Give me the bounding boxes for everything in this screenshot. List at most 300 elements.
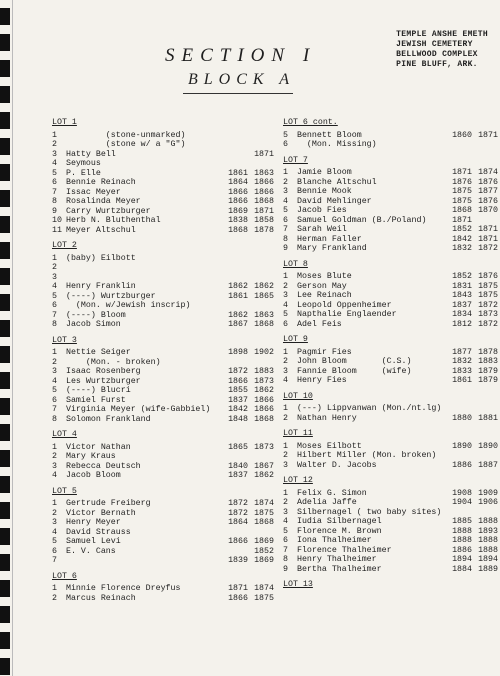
entry-name: (stone-unmarked) (61, 130, 186, 140)
entry-number: 4 (283, 196, 288, 206)
death-year: 1879 (478, 376, 498, 385)
entry-number: 4 (283, 300, 288, 310)
birth-year (446, 451, 472, 461)
birth-year: 1864 (228, 178, 248, 187)
death-year: 1888 (478, 536, 498, 545)
death-year: 1874 (254, 584, 274, 593)
lot-group (283, 580, 498, 590)
binding-ring (0, 632, 10, 649)
lot-group (52, 487, 274, 566)
binding-ring (0, 242, 10, 259)
entry-name: Marcus Reinach (61, 593, 136, 603)
burial-entry (283, 216, 498, 226)
page-edge (12, 0, 13, 676)
entry-number: 6 (52, 178, 57, 187)
death-year: 1871 (254, 206, 274, 216)
birth-year: 1898 (228, 348, 248, 357)
lot-title: LOT 12 (283, 476, 313, 485)
birth-year: 1869 (228, 206, 248, 216)
lot-group (52, 430, 274, 481)
burial-entry (52, 188, 274, 198)
entry-name: P. Elle (61, 168, 101, 178)
birth-year: 1855 (228, 386, 248, 395)
death-year: 1877 (478, 187, 498, 196)
entry-number: 5 (283, 130, 288, 140)
burial-entry (283, 178, 498, 188)
burial-entry (283, 206, 498, 216)
entry-number: 5 (283, 310, 288, 319)
death-year: 1888 (478, 545, 498, 555)
birth-year: 1842 (228, 405, 248, 414)
death-year: 1906 (478, 498, 498, 507)
burial-entry (52, 367, 274, 377)
left-column (52, 118, 274, 609)
entry-number: 4 (283, 376, 288, 385)
entry-name: Felix G. Simon (292, 488, 367, 498)
entry-number: 1 (52, 130, 57, 140)
birth-year: 1880 (452, 413, 472, 423)
burial-entry (52, 415, 274, 425)
entry-name (61, 263, 222, 273)
birth-year: 1872 (228, 499, 248, 508)
burial-entry (283, 517, 498, 527)
lot-title: LOT 6 cont. (283, 118, 338, 127)
entry-number: 1 (283, 272, 288, 281)
birth-year: 1875 (452, 196, 472, 206)
entry-number: 4 (52, 527, 57, 537)
title-underline (183, 93, 293, 94)
death-year: 1909 (478, 488, 498, 498)
birth-year: 1865 (228, 442, 248, 452)
entry-name: Issac Meyer (61, 187, 121, 197)
binding-ring (0, 320, 10, 337)
death-year: 1875 (254, 593, 274, 603)
birth-year: 1888 (452, 536, 472, 545)
birth-year: 1871 (452, 168, 472, 177)
death-year: 1894 (478, 555, 498, 564)
birth-year: 1861 (228, 168, 248, 178)
entry-name: Rebecca Deutsch (61, 461, 141, 471)
binding-ring (0, 60, 10, 77)
birth-year: 1862 (228, 282, 248, 291)
death-year (472, 140, 498, 150)
binding-ring (0, 112, 10, 129)
header-line-4: PINE BLUFF, ARK. (396, 60, 478, 69)
birth-year (446, 404, 472, 414)
death-year: 1883 (254, 367, 274, 376)
lot-group (52, 572, 274, 604)
burial-entry (283, 282, 498, 292)
lot-title: LOT 5 (52, 486, 77, 496)
burial-entry (283, 272, 498, 282)
burial-entry (52, 556, 274, 566)
entry-name: David Strauss (61, 527, 131, 537)
entry-name: Nettie Seiger (61, 348, 131, 357)
burial-entry (283, 489, 498, 499)
death-year: 1866 (254, 405, 274, 414)
burial-entry (52, 301, 274, 311)
birth-year: 1812 (452, 319, 472, 329)
birth-year (222, 150, 248, 160)
entry-name: Gerson May (292, 281, 347, 291)
binding-ring (0, 450, 10, 467)
entry-name: Seymous (61, 159, 101, 168)
death-year: 1876 (478, 196, 498, 206)
lot-title: LOT 3 (52, 335, 77, 345)
entry-number: 5 (52, 291, 57, 301)
entry-number: 7 (52, 405, 57, 414)
birth-year: 1872 (228, 367, 248, 376)
entry-number: 9 (283, 564, 288, 574)
death-year: 1893 (478, 526, 498, 536)
death-year: 1866 (254, 395, 274, 405)
binding-ring (0, 398, 10, 415)
death-year: 1862 (254, 282, 274, 291)
death-year: 1858 (254, 216, 274, 225)
birth-year (222, 159, 248, 169)
lot-title: LOT 7 (283, 155, 308, 165)
birth-year: 1852 (452, 272, 472, 281)
entry-name: Nathan Henry (292, 413, 357, 423)
burial-entry (283, 244, 498, 254)
death-year: 1872 (478, 300, 498, 310)
burial-entry (52, 150, 274, 160)
death-year: 1868 (254, 414, 274, 424)
binding-ring (0, 476, 10, 493)
header-line-2: JEWISH CEMETERY (396, 40, 473, 49)
birth-year: 1831 (452, 281, 472, 291)
entry-name: Blanche Altschul (292, 177, 377, 187)
entry-name: Herman Faller (292, 234, 362, 244)
entry-number: 6 (52, 301, 57, 310)
entry-name: Napthalie Englaender (292, 310, 397, 319)
birth-year: 1894 (452, 555, 472, 564)
lot-title: LOT 11 (283, 429, 313, 438)
binding-ring (0, 606, 10, 623)
entry-number: 11 (52, 225, 62, 235)
entry-number: 7 (52, 556, 57, 565)
entry-number: 2 (52, 452, 57, 461)
lot-title: LOT 1 (52, 118, 77, 127)
entry-number: 8 (283, 555, 288, 564)
entry-name: Jacob Fies (292, 206, 347, 215)
entry-number: 1 (283, 347, 288, 357)
death-year (472, 508, 498, 518)
birth-year (222, 528, 248, 538)
binding-ring (0, 372, 10, 389)
birth-year: 1861 (452, 376, 472, 385)
entry-number: 6 (283, 215, 288, 225)
entry-number: 3 (283, 291, 288, 300)
death-year: 1866 (254, 187, 274, 197)
binding-ring (0, 8, 10, 25)
entry-name: Bennie Mook (292, 187, 352, 196)
birth-year: 1885 (452, 517, 472, 526)
birth-year: 1875 (452, 187, 472, 196)
entry-number: 2 (283, 451, 288, 460)
burial-entry (283, 320, 498, 330)
death-year (248, 358, 274, 368)
burial-entry (283, 508, 498, 518)
burial-entry (52, 462, 274, 472)
entry-name: Henry Franklin (61, 282, 136, 291)
entry-number: 5 (52, 537, 57, 546)
entry-name: Rosalinda Meyer (61, 197, 141, 206)
death-year: 1863 (254, 168, 274, 178)
death-year: 1865 (254, 291, 274, 301)
death-year (248, 140, 274, 150)
burial-entry (52, 282, 274, 292)
burial-entry (283, 235, 498, 245)
burial-entry (52, 263, 274, 273)
burial-entry (283, 565, 498, 575)
death-year: 1879 (478, 366, 498, 376)
burial-entry (283, 140, 498, 150)
entry-number: 8 (52, 197, 57, 206)
burial-entry (52, 396, 274, 406)
entry-name: Carry Wurtzburger (61, 206, 151, 216)
death-year: 1888 (478, 517, 498, 526)
birth-year: 1884 (452, 564, 472, 574)
death-year: 1883 (478, 357, 498, 366)
entry-number: 2 (283, 498, 288, 507)
death-year: 1875 (478, 291, 498, 300)
burial-entry (283, 555, 498, 565)
entry-number: 8 (283, 234, 288, 244)
binding-ring (0, 580, 10, 597)
entry-number: 1 (52, 584, 57, 593)
birth-year (222, 452, 248, 462)
death-year: 1869 (254, 556, 274, 565)
death-year: 1869 (254, 537, 274, 546)
death-year (248, 528, 274, 538)
entry-name: Leopold Oppenheimer (292, 300, 392, 310)
birth-year: 1868 (228, 225, 248, 235)
entry-number: 3 (283, 507, 288, 517)
entry-number: 3 (52, 461, 57, 471)
entry-name: Henry Fies (292, 376, 347, 385)
death-year: 1870 (478, 206, 498, 215)
entry-number: 6 (283, 536, 288, 545)
entry-name: Moses Blute (292, 272, 352, 281)
entry-name: Hatty Bell (61, 149, 116, 159)
burial-entry (283, 367, 498, 377)
death-year: 1871 (254, 149, 274, 159)
entry-number: 1 (283, 168, 288, 177)
entry-number: 6 (283, 140, 288, 149)
burial-entry (52, 207, 274, 217)
birth-year: 1866 (228, 197, 248, 206)
death-year (248, 273, 274, 283)
entry-name: Walter D. Jacobs (292, 460, 377, 470)
entry-number: 8 (52, 320, 57, 329)
burial-entry (52, 140, 274, 150)
birth-year: 1886 (452, 545, 472, 555)
burial-entry (283, 310, 498, 320)
burial-entry (52, 216, 274, 226)
death-year (248, 263, 274, 273)
birth-year: 1843 (452, 291, 472, 300)
burial-entry (52, 509, 274, 519)
death-year: 1872 (478, 319, 498, 329)
burial-entry (52, 377, 274, 387)
entry-number: 1 (52, 442, 57, 452)
burial-entry (283, 225, 498, 235)
entry-name: (---) Lippvanwan (Mon./nt.lg) (292, 404, 442, 413)
death-year: 1863 (254, 310, 274, 320)
entry-name: (baby) Eilbott (61, 253, 136, 263)
birth-year: 1861 (228, 291, 248, 301)
lot-title: LOT 9 (283, 335, 308, 344)
entry-number: 5 (283, 206, 288, 215)
lot-group (283, 476, 498, 574)
entry-number: 4 (52, 471, 57, 480)
entry-number: 10 (52, 216, 62, 225)
burial-entry (283, 461, 498, 471)
entry-name (61, 273, 222, 283)
birth-year (222, 254, 248, 264)
birth-year: 1837 (452, 300, 472, 310)
death-year (248, 159, 274, 169)
birth-year: 1877 (452, 347, 472, 357)
burial-entry (283, 527, 498, 537)
birth-year: 1866 (228, 537, 248, 546)
death-year: 1873 (254, 442, 274, 452)
birth-year: 1886 (452, 460, 472, 470)
burial-entry (52, 273, 274, 283)
entry-number: 2 (283, 281, 288, 291)
binding-ring (0, 346, 10, 363)
binding-ring (0, 164, 10, 181)
lot-group (52, 118, 274, 235)
burial-entry (52, 518, 274, 528)
burial-entry (52, 311, 274, 321)
death-year: 1872 (478, 244, 498, 253)
death-year: 1902 (254, 348, 274, 357)
burial-entry (52, 594, 274, 604)
death-year: 1890 (478, 441, 498, 451)
burial-entry (283, 498, 498, 508)
lot-title: LOT 13 (283, 580, 313, 589)
birth-year (222, 131, 248, 141)
death-year (248, 452, 274, 462)
birth-year: 1867 (228, 320, 248, 329)
burial-entry (52, 254, 274, 264)
header-line-3: BELLWOOD COMPLEX (396, 50, 478, 59)
death-year: 1852 (254, 546, 274, 556)
birth-year: 1866 (228, 593, 248, 603)
lot-group (52, 241, 274, 330)
entry-number: 2 (52, 593, 57, 603)
birth-year: 1890 (452, 441, 472, 451)
entry-name: Silbernagel ( two baby sites) (292, 507, 442, 517)
entry-name: Samuel Levi (61, 537, 121, 546)
death-year (472, 451, 498, 461)
entry-number: 4 (52, 159, 57, 168)
birth-year: 1840 (228, 461, 248, 471)
death-year (248, 131, 274, 141)
entry-number: 9 (283, 244, 288, 253)
death-year: 1871 (478, 234, 498, 244)
entry-name: Henry Thalheimer (292, 555, 377, 564)
death-year: 1887 (478, 460, 498, 470)
entry-name: Bennie Reinach (61, 178, 136, 187)
death-year: 1862 (254, 471, 274, 480)
entry-number: 6 (283, 319, 288, 329)
entry-name (61, 556, 222, 566)
burial-entry (283, 357, 498, 367)
burial-entry (52, 348, 274, 358)
entry-name: Sarah Weil (292, 225, 347, 234)
entry-name: Lee Reinach (292, 291, 352, 300)
death-year (472, 404, 498, 414)
birth-year: 1876 (452, 177, 472, 187)
header-line-1: TEMPLE ANSHE EMETH (396, 30, 488, 39)
entry-name: Victor Nathan (61, 442, 131, 452)
birth-year (446, 508, 472, 518)
lot-group (283, 156, 498, 254)
birth-year: 1832 (452, 244, 472, 253)
binding-ring (0, 216, 10, 233)
lot-title: LOT 8 (283, 259, 308, 269)
binding-ring (0, 294, 10, 311)
entry-number: 2 (283, 413, 288, 423)
birth-year: 1908 (452, 488, 472, 498)
burial-entry (283, 404, 498, 414)
entry-name: Victor Bernath (61, 508, 136, 518)
entry-name: Henry Meyer (61, 518, 121, 527)
entry-name: Mary Kraus (61, 452, 116, 461)
entry-name: Herb N. Bluthenthal (61, 216, 161, 225)
birth-year: 1860 (452, 130, 472, 140)
birth-year: 1864 (228, 518, 248, 527)
entry-number: 3 (283, 187, 288, 196)
entry-number: 4 (52, 282, 57, 291)
birth-year: 1868 (452, 206, 472, 215)
burial-entry (52, 358, 274, 368)
binding-ring (0, 554, 10, 571)
entry-number: 2 (283, 357, 288, 366)
birth-year (446, 140, 472, 150)
entry-name: Samuel Goldman (B./Poland) (292, 215, 427, 225)
burial-entry (52, 528, 274, 538)
death-year: 1878 (478, 347, 498, 357)
burial-entry (283, 376, 498, 386)
entry-name: Iona Thalheimer (292, 536, 372, 545)
death-year: 1878 (254, 225, 274, 235)
entry-number: 5 (52, 386, 57, 395)
entry-name: Virginia Meyer (wife-Gabbiel) (61, 405, 211, 414)
burial-entry (52, 169, 274, 179)
burial-entry (52, 584, 274, 594)
lot-title: LOT 4 (52, 430, 77, 439)
lot-group (283, 118, 498, 150)
birth-year: 1848 (228, 414, 248, 424)
entry-name: Meyer Altschul (61, 225, 136, 235)
death-year: 1874 (478, 168, 498, 177)
entry-name: Jacob Bloom (61, 471, 121, 480)
entry-name: (----) Blucri (61, 386, 131, 395)
entry-number: 2 (52, 263, 57, 272)
death-year: 1862 (254, 386, 274, 395)
entry-number: 7 (52, 310, 57, 320)
burial-entry (52, 405, 274, 415)
burial-entry (283, 168, 498, 178)
burial-entry (283, 301, 498, 311)
entry-number: 2 (52, 357, 57, 367)
birth-year: 1837 (228, 395, 248, 405)
death-year: 1875 (254, 508, 274, 518)
